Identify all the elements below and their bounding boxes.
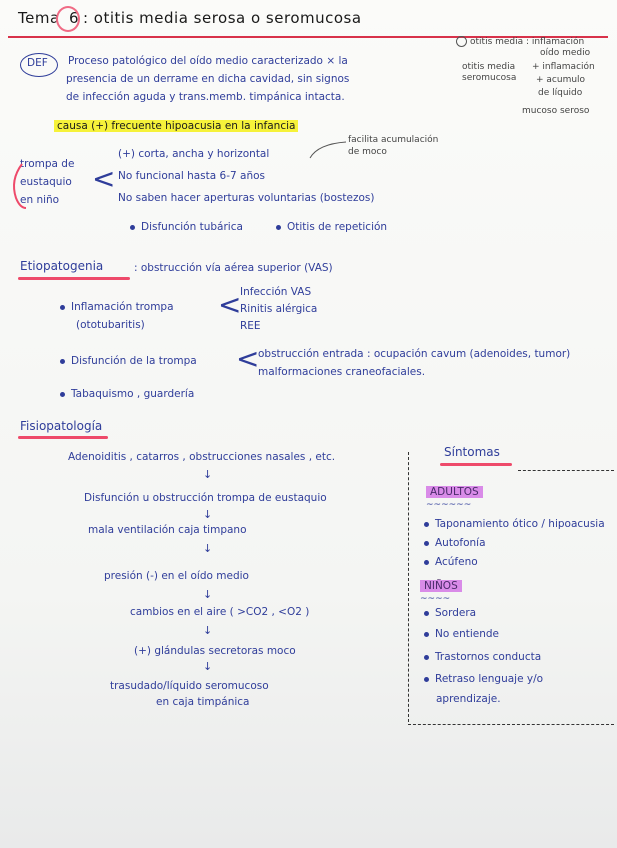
- adulto-item-3: Acúfeno: [424, 556, 478, 568]
- cause-bullet-1: Disfunción tubárica: [130, 221, 243, 233]
- nino-item-4: Retraso lenguaje y/o: [424, 673, 543, 685]
- def-line-3: de infección aguda y trans.memb. timpánica intacta.: [66, 91, 345, 103]
- tabaquismo: Tabaquismo , guardería: [60, 388, 194, 400]
- sintomas-left-dash: [408, 452, 409, 722]
- cause-bullet-2: Otitis de repetición: [276, 221, 387, 233]
- etiopatogenia-heading: Etiopatogenia: [20, 259, 104, 273]
- title-prefix: Tema: [18, 9, 60, 27]
- sintomas-heading: Síntomas: [444, 445, 500, 459]
- etiopatogenia-subtitle: : obstrucción vía aérea superior (VAS): [134, 262, 333, 274]
- margin-seromucosa-1: otitis media: [462, 62, 516, 72]
- margin-seromucosa-2: seromucosa: [462, 73, 517, 83]
- fisio-step-6: (+) glándulas secretoras moco: [134, 645, 296, 657]
- fisio-arrow-3: ↓: [203, 542, 213, 555]
- nino-item-5: aprendizaje.: [436, 693, 501, 705]
- trompa-brace: <: [92, 162, 116, 195]
- nino-item-1: Sordera: [424, 607, 476, 619]
- inflamacion-sub: (ototubaritis): [76, 319, 145, 331]
- inflamacion-item-1: Infección VAS: [240, 286, 312, 298]
- fisio-step-5: cambios en el aire ( >CO2 , <O2 ): [130, 606, 310, 618]
- def-line-1: Proceso patológico del oído medio caracterizado × la: [68, 55, 348, 67]
- inflamacion-item-3: REE: [240, 320, 261, 332]
- margin-seromucosa-3: + inflamación: [532, 62, 595, 72]
- ninos-wave: ~~~~: [420, 594, 451, 604]
- fisio-arrow-2: ↓: [203, 508, 213, 521]
- inflamacion-item-2: Rinitis alérgica: [240, 303, 318, 315]
- adultos-label: ADULTOS: [426, 486, 483, 498]
- cause-item-1: (+) corta, ancha y horizontal: [118, 148, 270, 160]
- title-number: 6: [68, 9, 79, 27]
- cause-note-2: de moco: [348, 147, 387, 157]
- fisio-step-7: trasudado/líquido seromucoso: [110, 680, 269, 692]
- trompa-label-2: eustaquio: [20, 176, 72, 188]
- etiopatogenia-underline: [18, 277, 130, 280]
- trompa-label-3: en niño: [20, 194, 60, 206]
- disfuncion-brace: <: [236, 342, 260, 375]
- nino-item-3: Trastornos conducta: [424, 651, 541, 663]
- sintomas-underline: [440, 463, 512, 466]
- fisiopatologia-heading: Fisiopatología: [20, 419, 103, 433]
- cause-item-2: No funcional hasta 6-7 años: [118, 170, 265, 182]
- def-label: DEF: [27, 57, 48, 69]
- inflamacion-brace: <: [218, 288, 242, 321]
- nino-item-2: No entiende: [424, 628, 499, 640]
- margin-seromucosa-4: + acumulo: [536, 75, 586, 85]
- sintomas-bottom-dash: [408, 724, 614, 725]
- trompa-label-1: trompa de: [20, 158, 75, 170]
- fisio-arrow-6: ↓: [203, 660, 213, 673]
- cause-highlight-text: causa (+) frecuente hipoacusia en la infancia: [54, 120, 298, 132]
- margin-otitis-media: otitis media : inflamación: [456, 36, 584, 47]
- fisio-step-3: mala ventilación caja timpano: [88, 524, 247, 536]
- title-number-circle: [56, 6, 80, 32]
- fisio-step-8: en caja timpánica: [156, 696, 250, 708]
- margin-seromucosa-5: de líquido: [538, 88, 583, 98]
- trompa-pink-bracket: [8, 162, 28, 212]
- disfuncion-item-2: malformaciones craneofaciales.: [258, 366, 426, 378]
- margin-moco-seroso: mucoso seroso: [522, 106, 590, 116]
- sintomas-top-dash: [518, 470, 614, 471]
- title-rest: : otitis media serosa o seromucosa: [82, 9, 362, 27]
- adulto-item-1: Taponamiento ótico / hipoacusia: [424, 518, 605, 530]
- disfuncion-label: Disfunción de la trompa: [60, 355, 197, 367]
- cause-item-3: No saben hacer aperturas voluntarias (bostezos): [118, 192, 375, 204]
- note-connector: [308, 140, 348, 160]
- disfuncion-item-1: obstrucción entrada : ocupación cavum (adenoides, tumor): [258, 348, 571, 360]
- fisio-arrow-5: ↓: [203, 624, 213, 637]
- fisio-step-2: Disfunción u obstrucción trompa de eustaquio: [84, 492, 327, 504]
- cause-note-1: facilita acumulación: [348, 135, 439, 145]
- fisio-arrow-4: ↓: [203, 588, 213, 601]
- def-line-2: presencia de un derrame en dicha cavidad, sin signos: [66, 73, 350, 85]
- inflamacion-label: Inflamación trompa: [60, 301, 174, 313]
- fisiopatologia-underline: [18, 436, 108, 439]
- adultos-wave: ~~~~~~: [426, 500, 472, 510]
- ninos-label: NIÑOS: [420, 580, 462, 592]
- adulto-item-2: Autofonía: [424, 537, 486, 549]
- fisio-step-1: Adenoiditis , catarros , obstrucciones nasales , etc.: [68, 451, 336, 463]
- fisio-arrow-1: ↓: [203, 468, 213, 481]
- fisio-step-4: presión (-) en el oído medio: [104, 570, 249, 582]
- margin-oido-medio: oído medio: [540, 48, 591, 58]
- cause-highlight: [54, 120, 298, 132]
